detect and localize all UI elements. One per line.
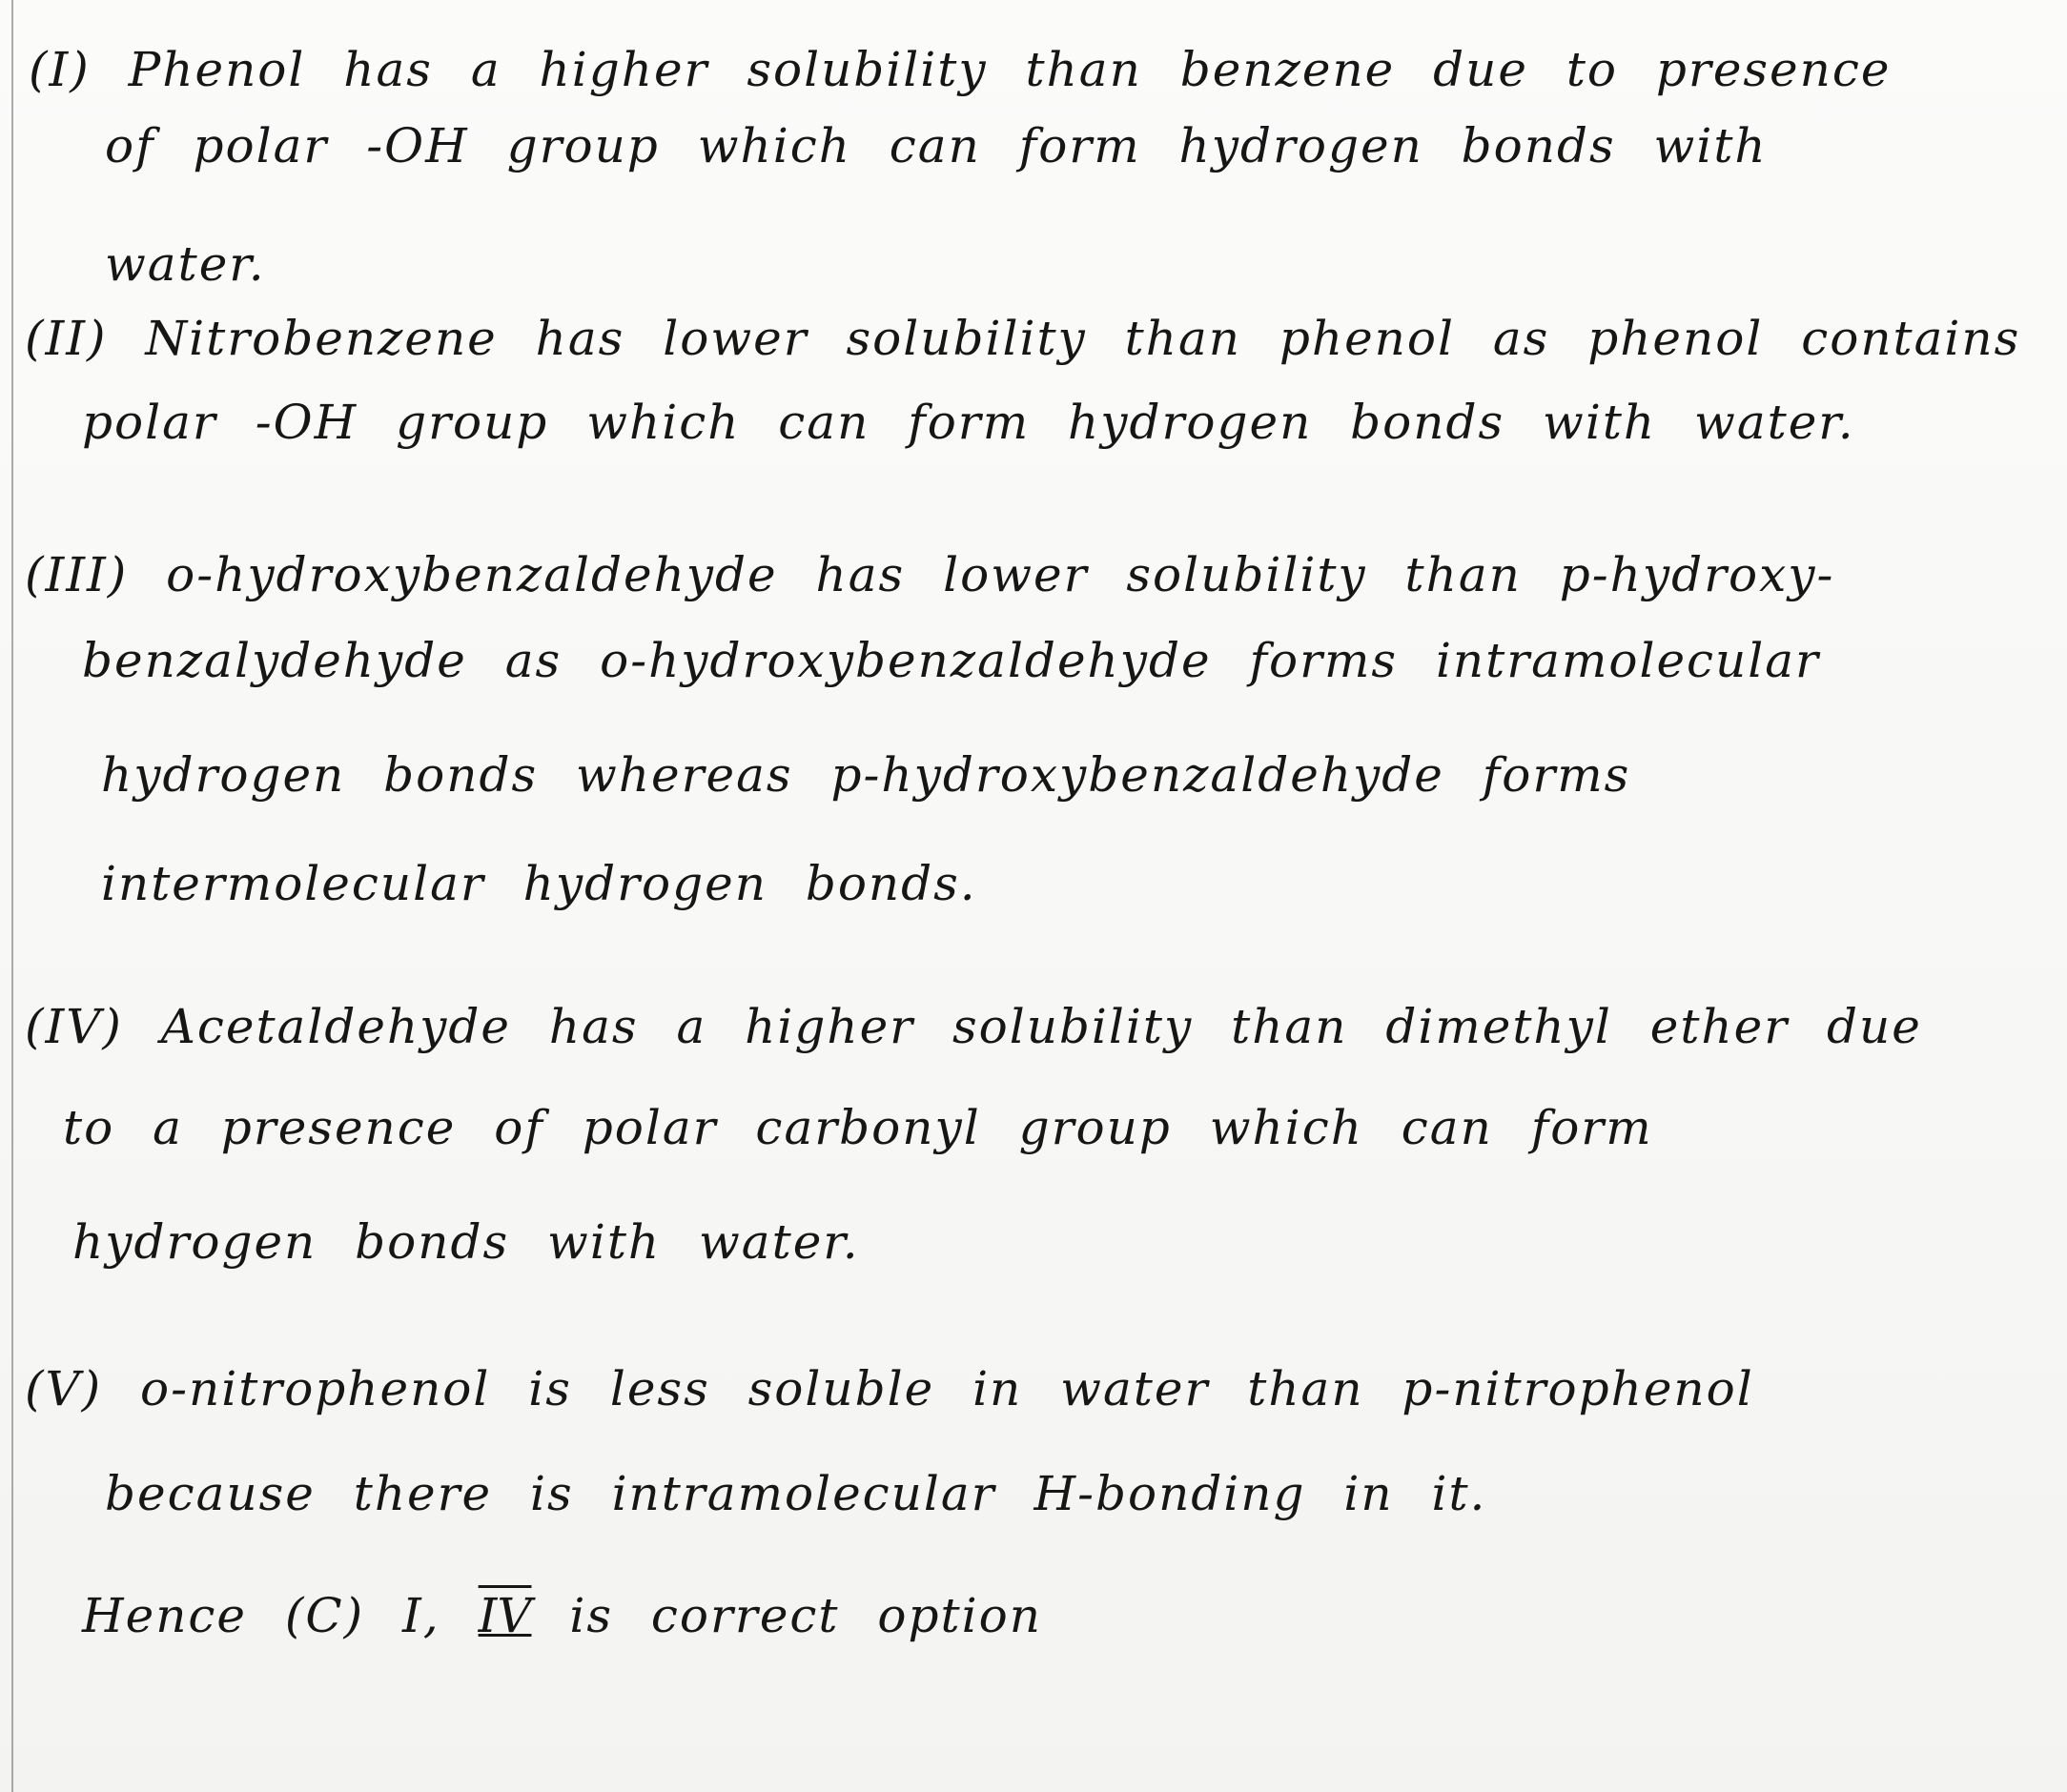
point-4-line-2: to a presence of polar carbonyl group which can form bbox=[63, 1100, 1653, 1155]
point-5-line-1: (V) o-nitrophenol is less soluble in water than p-nitrophenol bbox=[25, 1361, 1754, 1416]
conclusion-suffix: is correct option bbox=[569, 1588, 1042, 1643]
conclusion-roman-numeral: IV bbox=[478, 1588, 532, 1643]
point-1-line-3: water. bbox=[105, 236, 266, 292]
conclusion-prefix: Hence (C) I, bbox=[82, 1588, 440, 1643]
point-2-line-2: polar -OH group which can form hydrogen bonds with water. bbox=[82, 395, 1855, 450]
point-3-line-3: hydrogen bonds whereas p-hydroxybenzaldehyde forms bbox=[101, 747, 1631, 803]
point-3-line-1: (III) o-hydroxybenzaldehyde has lower solubility than p-hydroxy- bbox=[25, 547, 1835, 602]
point-3-line-4: intermolecular hydrogen bonds. bbox=[101, 856, 977, 911]
page-margin-line bbox=[11, 0, 13, 1792]
point-1-line-1: (I) Phenol has a higher solubility than benzene due to presence bbox=[29, 42, 1892, 97]
point-4-line-3: hydrogen bonds with water. bbox=[72, 1214, 860, 1270]
point-3-line-2: benzalydehyde as o-hydroxybenzaldehyde forms intramolecular bbox=[82, 633, 1820, 688]
point-2-line-1: (II) Nitrobenzene has lower solubility than phenol as phenol contains bbox=[25, 311, 2021, 366]
conclusion-line bbox=[82, 1588, 1042, 1643]
point-5-line-2: because there is intramolecular H-bonding in it. bbox=[105, 1466, 1487, 1521]
point-4-line-1: (IV) Acetaldehyde has a higher solubility than dimethyl ether due bbox=[25, 999, 1922, 1054]
point-1-line-2: of polar -OH group which can form hydrogen bonds with bbox=[105, 118, 1768, 173]
